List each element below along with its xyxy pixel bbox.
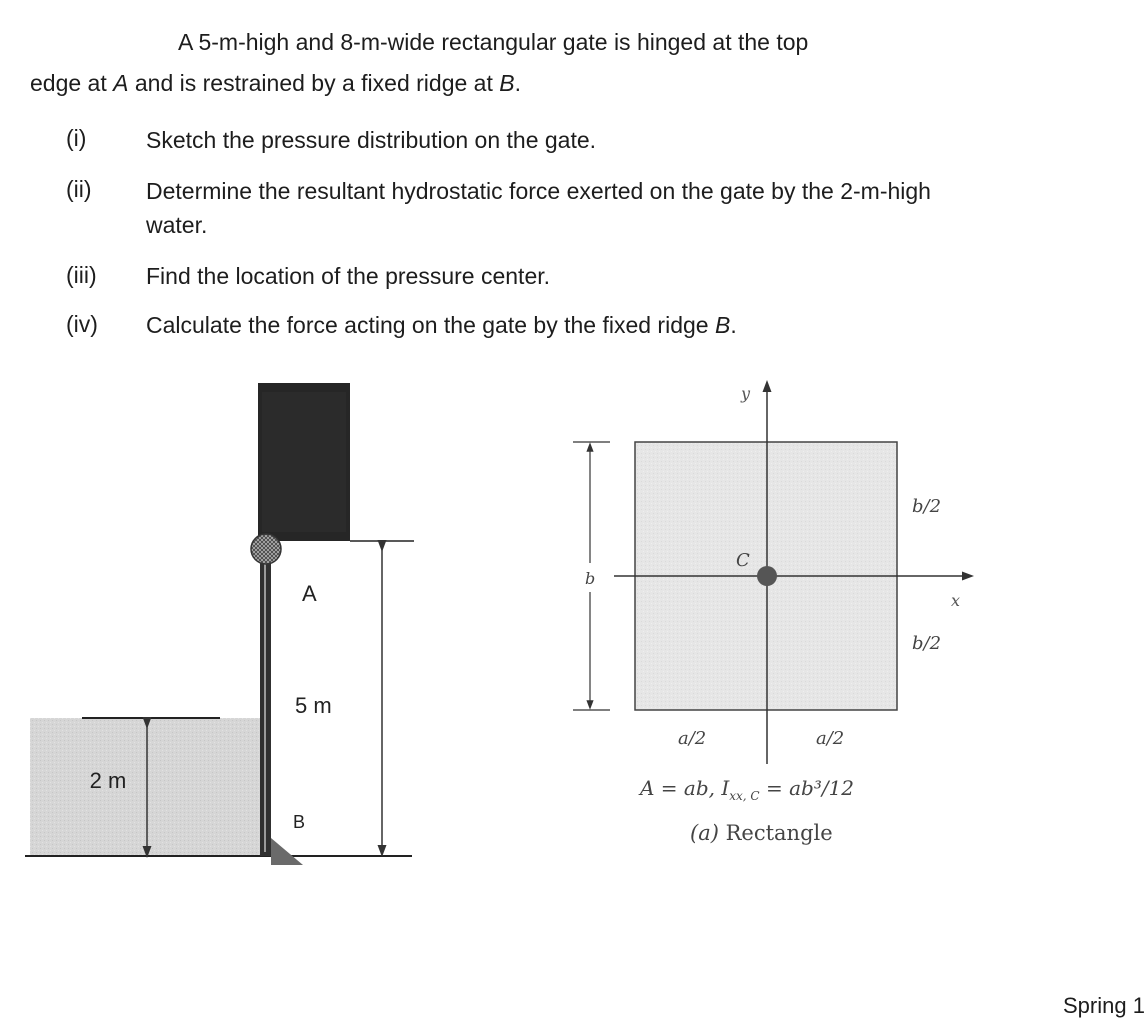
- formula-main: A = ab, I: [640, 776, 730, 800]
- a-half-left-label: a/2: [678, 728, 707, 749]
- ridge-b: [271, 838, 303, 865]
- label-b: B: [293, 812, 306, 832]
- item-number: (iii): [66, 262, 97, 288]
- upper-wall-texture: [262, 392, 346, 532]
- caption-text: Rectangle: [718, 821, 833, 845]
- problem-intro-line-1: A 5-m-high and 8-m-wide rectangular gate is hinged at the top: [178, 29, 809, 55]
- x-axis-label: x: [951, 591, 961, 610]
- point-b-ref: B: [499, 70, 515, 96]
- item-text: Sketch the pressure distribution on the gate.: [146, 127, 597, 153]
- caption-label: (a): [690, 821, 719, 845]
- item-text-prefix: Calculate the force acting on the gate by the fixed ridge: [146, 312, 715, 338]
- intro-prefix: edge at: [30, 70, 114, 96]
- b-half-top-label: b/2: [912, 496, 942, 517]
- b-half-bottom-label: b/2: [912, 633, 942, 654]
- a-half-right-label: a/2: [816, 728, 845, 749]
- point-a-ref: A: [113, 70, 129, 96]
- item-number: (i): [66, 125, 87, 151]
- item-number: (iv): [66, 311, 98, 337]
- point-b-ref: B: [714, 312, 731, 338]
- item-text-suffix: .: [730, 312, 737, 338]
- item-text: Find the location of the pressure center.: [146, 263, 551, 289]
- centroid-label: C: [736, 550, 750, 571]
- label-5m: 5 m: [295, 693, 332, 718]
- rectangle-figure: [573, 384, 968, 845]
- item-text: Determine the resultant hydrostatic force exerted on the gate by the 2-m-high water.: [146, 178, 931, 238]
- item-number: (ii): [66, 176, 92, 202]
- b-label: b: [585, 569, 596, 588]
- footer-term: Spring 1: [1063, 993, 1145, 1018]
- intro-period: .: [514, 70, 521, 96]
- formula-rest: = ab³/12: [759, 776, 855, 800]
- label-2m: 2 m: [89, 768, 127, 793]
- label-a: A: [302, 581, 317, 606]
- intro-mid: and is restrained by a fixed ridge at: [128, 70, 500, 96]
- gate-figure: [25, 383, 414, 865]
- rectangle-formula: [638, 776, 854, 803]
- rectangle-caption: [690, 821, 833, 845]
- formula-subscript: xx, C: [729, 789, 760, 803]
- hinge-a: [251, 534, 281, 564]
- water-body: [30, 718, 260, 856]
- y-axis-label: y: [741, 384, 751, 403]
- centroid-dot: [757, 566, 777, 586]
